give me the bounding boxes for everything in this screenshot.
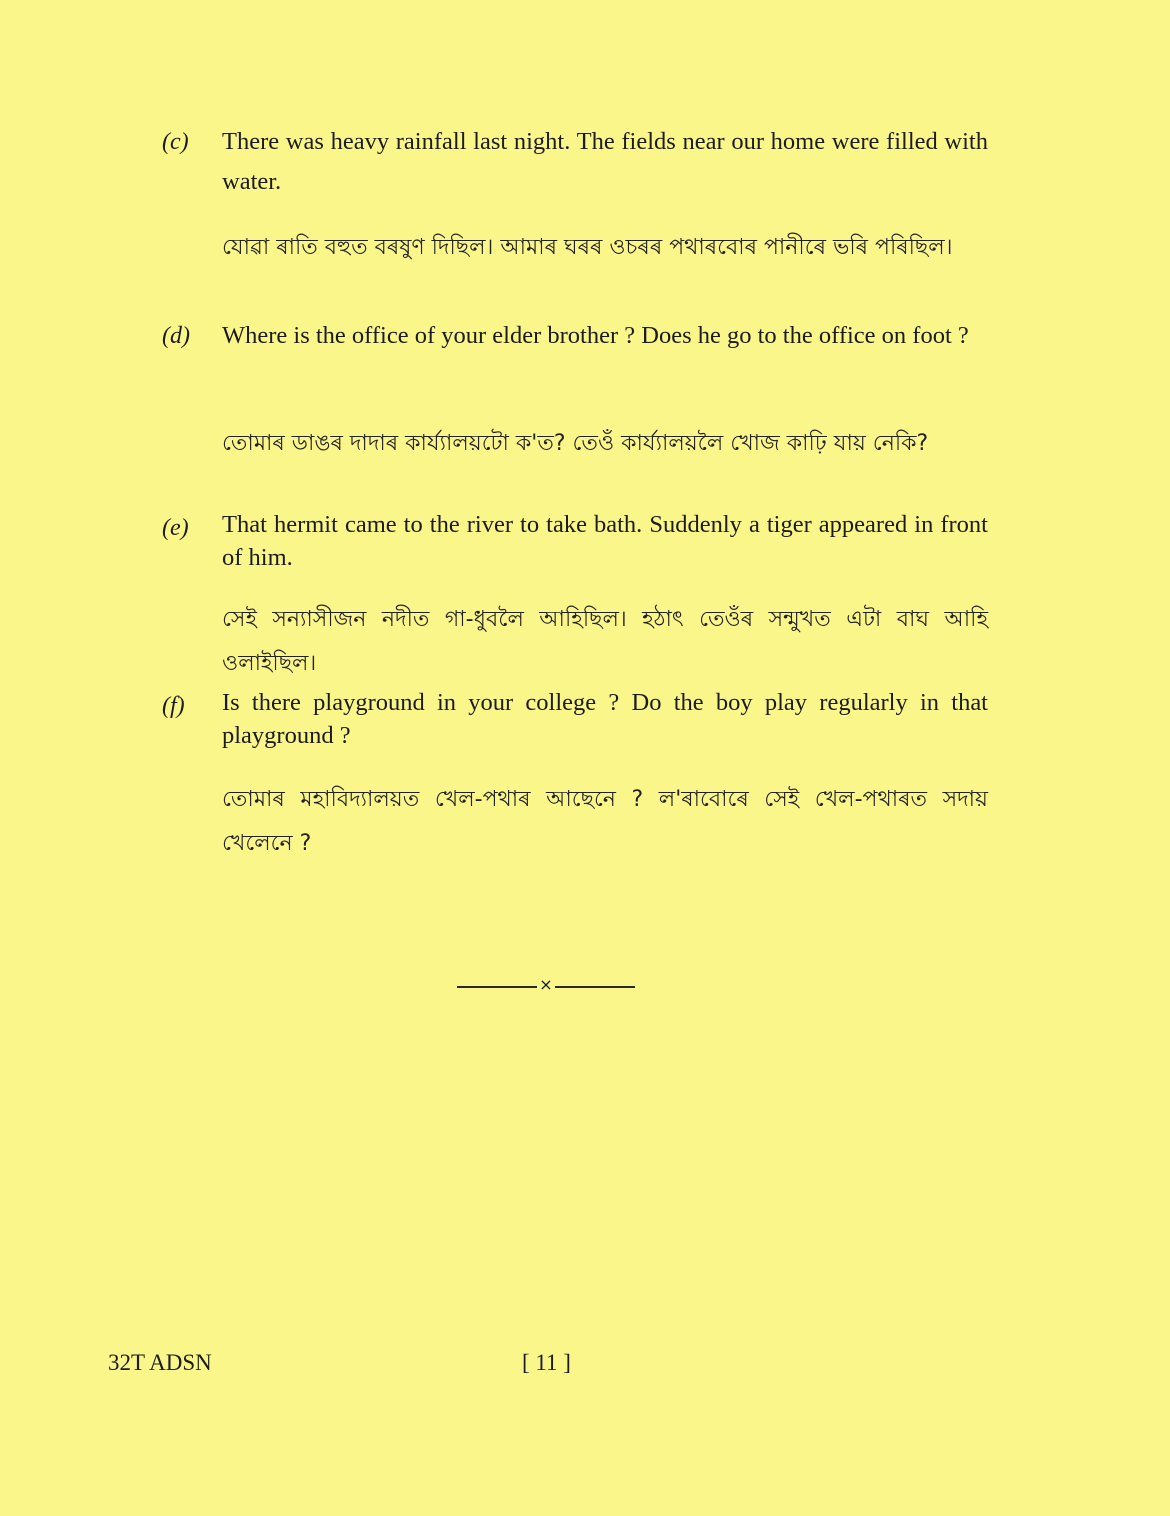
question-assamese-text: যোৱা ৰাতি বহুত বৰষুণ দিছিল। আমাৰ ঘৰৰ ওচৰৰ পথাৰবোৰ পানীৰে ভৰি পৰিছিল।: [222, 235, 953, 260]
divider-line-right: [555, 986, 635, 988]
question-english-text: Is there playground in your college ? Do the boy play regularly in that playground ?: [222, 689, 988, 749]
question-label: (e): [162, 515, 189, 541]
divider-line-left: [457, 986, 537, 988]
divider-cross-mark: ×: [539, 975, 553, 994]
question-assamese-text: তোমাৰ ডাঙৰ দাদাৰ কাৰ্য্যালয়টো ক'ত? তেওঁ কাৰ্য্যালয়লৈ খোজ কাঢ়ি যায় নেকি?: [222, 431, 929, 456]
paper-code: 32T ADSN: [108, 1350, 212, 1375]
question-english-text: There was heavy rainfall last night. The fields near our home were filled with water.: [222, 128, 988, 195]
question-english-text: Where is the office of your elder brother ? Does he go to the office on foot ?: [222, 322, 969, 349]
question-assamese-text: তোমাৰ মহাবিদ্যালয়ত খেল-পথাৰ আছেনে ? ল'ৰাবোৰে সেই খেল-পথাৰত সদায় খেলেনে ?: [222, 787, 988, 856]
question-label: (c): [162, 129, 189, 155]
question-label: (f): [162, 693, 185, 719]
question-english-text: That hermit came to the river to take bath. Suddenly a tiger appeared in front of him.: [222, 511, 988, 571]
question-label: (d): [162, 323, 190, 349]
end-divider: [457, 975, 637, 995]
question-assamese-text: সেই সন্যাসীজন নদীত গা-ধুবলৈ আহিছিল। হঠাৎ তেওঁৰ সন্মুখত এটা বাঘ আহি ওলাইছিল।: [222, 607, 988, 676]
page-number: [ 11 ]: [522, 1350, 571, 1375]
